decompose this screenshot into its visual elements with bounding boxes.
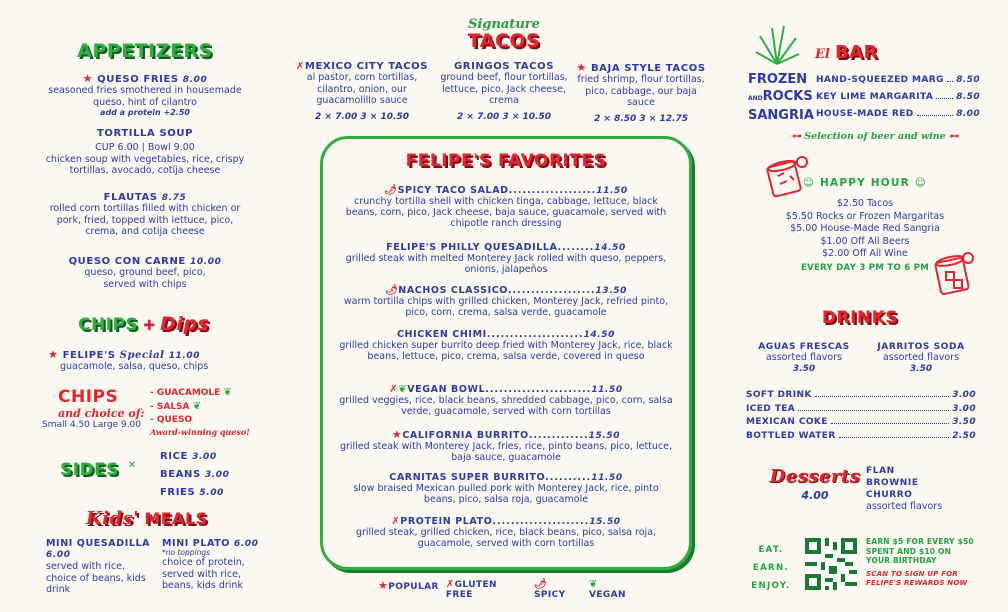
chips-block: [42, 387, 152, 432]
award-note: Award-winning queso!: [150, 427, 250, 437]
rewards-slogan: [748, 541, 794, 595]
item-name: QUESO FRIES: [97, 74, 179, 85]
taco-name: MEXICO CITY TACOS: [304, 61, 429, 72]
drink-row: [746, 389, 976, 403]
bar-styles: [748, 71, 818, 124]
item-addon: add a protein +2.50: [100, 108, 190, 117]
fav-desc: grilled veggies, rice, black beans, shredded cabbage, pico, corn, salsa verde, guacamole, served with corn tortillas: [339, 395, 673, 417]
fav-protein-plato: ✗ PROTEIN PLATO ..................... 15.50 grilled steak, grilled chicken, rice, black beans, pico, salsa roja, guacamole, served with corn tortillas: [323, 516, 689, 549]
item-name: FELIPE'S: [62, 350, 116, 361]
item-price: 11.00: [168, 351, 201, 361]
fav-desc: warm tortilla chips with grilled chicken, Monterey Jack, refried pinto, pico, corn, crema, salsa verde, guacamole: [343, 296, 669, 318]
item-name: FLAUTAS: [103, 192, 158, 203]
dessert-item: BROWNIE: [866, 478, 919, 488]
leaf-icon: ❦: [588, 579, 598, 590]
taco-desc: fried shrimp, flour tortillas, pico, cabbage, our baja sauce: [577, 74, 705, 108]
fav-price: 11.50: [591, 473, 623, 483]
fav-california-burrito: ★ CALIFORNIA BURRITO ............. 15.50 grilled steak with Monterey Jack, fries, rice, pinto beans, pico, lettuce, baja sauce, guacamole: [323, 428, 689, 463]
bar-item-price: 8.50: [956, 75, 980, 85]
bar-item-price: 8.50: [956, 92, 980, 102]
gluten-free-icon: ✗: [389, 384, 399, 395]
bar-list: [816, 72, 980, 123]
item-name: MINI PLATO: [162, 538, 230, 549]
chips-heading: CHIPS: [58, 387, 119, 407]
bar-item-name: HOUSE-MADE RED: [816, 109, 914, 119]
slogan-eat: EAT.: [758, 545, 784, 555]
desserts-title: Desserts: [769, 466, 861, 487]
side-price: 5.00: [199, 488, 224, 498]
chips-title: CHIPS: [78, 315, 139, 335]
item-name: QUESO CON CARNE: [68, 256, 186, 267]
favorites-box: [320, 136, 692, 570]
bar-item-price: 8.00: [956, 109, 980, 119]
happy-hour-when: EVERY DAY 3 PM TO 6 PM: [801, 262, 929, 273]
legend-popular: [378, 579, 439, 600]
item-mini-quesadilla: [46, 538, 156, 596]
leaf-icon: ❦: [223, 387, 232, 398]
bar-style-sangria: SANGRIA: [748, 108, 814, 123]
item-desc: served with rice, choice of beans, kids drink: [46, 561, 146, 595]
legend-gluten-free: [446, 579, 527, 600]
fav-name: FELIPE'S PHILLY QUESADILLA: [386, 242, 558, 253]
dessert-sub: assorted flavors: [866, 501, 943, 512]
side-price: 3.00: [204, 470, 230, 480]
star-icon: ★: [391, 428, 403, 441]
item-price: 8.00: [182, 75, 208, 85]
desserts-price: 4.00: [801, 489, 829, 502]
dip-queso: - QUESO: [150, 415, 193, 425]
happy-hour-item: $5.50 Rocks or Frozen Margaritas: [785, 210, 945, 222]
bar-style-rocks: ROCKS: [762, 89, 813, 104]
pepper-icon: 🌶: [384, 185, 398, 196]
fav-price: 15.50: [589, 517, 621, 527]
bar-title: [815, 42, 915, 63]
item-queso-con-carne: [40, 256, 250, 290]
legend-label: SPICY: [534, 590, 566, 600]
dip-salsa: - SALSA: [150, 402, 190, 412]
taco-gringos: [440, 61, 568, 122]
item-sizes: CUP 6.00 | Bowl 9.00: [95, 142, 195, 153]
fav-name: CHICKEN CHIMI: [396, 329, 487, 340]
side-price: 3.00: [192, 452, 217, 462]
cocktail-glass-icon: [932, 250, 976, 296]
beer-wine-note: ⊶ Selection of beer and wine ⊷: [791, 131, 959, 142]
item-note: *no toppings: [162, 548, 211, 557]
star-icon: ★: [48, 348, 59, 361]
fav-desc: crunchy tortilla shell with chicken tinga, cabbage, lettuce, black beans, corn, pico, Jack cheese, baja sauce, guacamole, served with chipotle ranch dressing: [345, 196, 667, 229]
fav-name: CARNITAS SUPER BURRITO: [389, 472, 546, 483]
rewards-scan: SCAN TO SIGN UP FOR FELIPE'S REWARDS NOW: [866, 569, 968, 587]
star-icon: ★: [576, 61, 587, 74]
item-felipes-special: [48, 348, 248, 373]
drink-row: [746, 416, 976, 430]
item-special: Special: [119, 350, 165, 361]
fav-price: 11.50: [591, 385, 623, 395]
drink-name: ICED TEA: [746, 403, 796, 414]
fav-name: CALIFORNIA BURRITO: [402, 430, 529, 441]
bar-item: [816, 89, 980, 106]
fav-price: 14.50: [594, 243, 626, 253]
item-desc: seasoned fries smothered in housemade queso, hint of cilantro: [48, 85, 242, 108]
item-price: 10.00: [189, 257, 222, 267]
kids-title: [86, 508, 266, 529]
bar-title-a: El: [815, 47, 830, 62]
kids-title-a: Kids': [86, 508, 140, 529]
pepper-icon: 🌶: [534, 579, 548, 590]
happy-hour-item: $5.00 House-Made Red Sangria: [790, 223, 940, 234]
item-queso-fries: [40, 72, 250, 117]
item-name: TORTILLA SOUP: [96, 128, 194, 139]
desserts-list: [866, 465, 976, 513]
fav-price: 11.50: [596, 186, 628, 196]
item-desc: queso, ground beef, pico, served with chips: [84, 267, 206, 290]
signature-title-b: TACOS: [467, 30, 541, 52]
drink-row: [746, 430, 976, 444]
leaf-icon: ❦: [398, 384, 408, 395]
item-flautas: [40, 192, 250, 238]
drink-name: AGUAS FRESCAS: [758, 342, 850, 352]
happy-hour-text: HAPPY HOUR: [820, 177, 910, 189]
fav-name: VEGAN BOWL: [407, 384, 486, 395]
drink-name: MEXICAN COKE: [746, 417, 828, 427]
legend-spicy: [534, 579, 582, 600]
item-mini-plato: [162, 538, 262, 592]
legend-label: VEGAN: [588, 590, 626, 600]
pepper-icon: 🌶: [384, 285, 399, 296]
fav-desc: slow braised Mexican pulled pork with Monterey Jack, rice, pinto beans, pico, salsa roja, guacamole: [353, 483, 659, 505]
chips-small: Small 4.50: [42, 420, 90, 430]
drink-price: 3.50: [952, 417, 976, 427]
slogan-enjoy: ENJOY.: [751, 581, 791, 591]
chips-sub: and choice of:: [58, 407, 145, 420]
item-price: 6.00: [46, 550, 71, 560]
happy-hour-item: $1.00 Off All Beers: [820, 235, 910, 247]
sides-list: [160, 448, 260, 502]
drink-price: 2.50: [952, 430, 976, 441]
fav-name: PROTEIN PLATO: [400, 516, 493, 527]
rewards-info: [866, 537, 978, 588]
fav-desc: grilled steak, grilled chicken, rice, black beans, pico, salsa roja, guacamole, served with corn tortillas: [355, 527, 657, 549]
bar-and: AND: [748, 95, 763, 102]
favorites-title: FELIPE'S FAVORITES: [405, 151, 607, 171]
bar-title-b: BAR: [834, 42, 878, 63]
drink-price: 3.50: [792, 363, 816, 374]
rewards-offer: EARN $5 FOR EVERY $50 SPENT AND $10 ON YOUR BIRTHDAY: [866, 537, 974, 565]
fav-vegan-bowl: ✗ ❦ VEGAN BOWL ....................... 11.50 grilled veggies, rice, black beans, shredded cabbage, pico, corn, salsa verde, guacamole, served with corn tortillas: [323, 384, 689, 417]
legend-label: GLUTEN FREE: [445, 580, 497, 600]
gluten-free-icon: ✗: [445, 579, 455, 590]
fav-price: 13.50: [595, 286, 627, 296]
star-icon: ★: [378, 579, 389, 592]
side-name: BEANS: [160, 469, 201, 480]
gluten-free-icon: ✕: [128, 460, 137, 471]
item-tortilla-soup: [40, 128, 250, 177]
bar-style-frozen: FROZEN: [748, 72, 808, 87]
taco-name: GRINGOS TACOS: [453, 61, 555, 72]
fav-price: 15.50: [588, 431, 621, 441]
taco-prices: 2 × 7.00 3 × 10.50: [315, 111, 409, 122]
item-desc: choice of protein, served with rice, beans, kids drink: [162, 557, 245, 591]
drink-price: 3.00: [952, 403, 976, 414]
taco-mexico-city: [288, 61, 436, 122]
side-name: FRIES: [160, 487, 196, 498]
beer-wine-text: Selection of beer and wine: [804, 131, 946, 142]
leaf-icon: ❦: [192, 401, 202, 412]
legend: [378, 579, 638, 600]
item-price: 6.00: [233, 539, 259, 549]
taco-desc: ground beef, flour tortillas, lettuce, pico, Jack cheese, crema: [440, 72, 568, 106]
legend-vegan: [589, 579, 638, 600]
sides-title: SIDES: [60, 460, 120, 480]
item-desc: rolled corn tortillas filled with chicken or pork, fried, topped with lettuce, pico, crema, and cotija cheese: [49, 203, 241, 237]
taco-baja: [570, 61, 712, 124]
drink-price: 3.00: [952, 390, 976, 400]
dips-title: Dips: [160, 313, 210, 335]
fav-spicy-taco-salad: 🌶 SPICY TACO SALAD ................... 11.50 crunchy tortilla shell with chicken tinga, cabbage, lettuce, black beans, corn, pico, Jack cheese, baja sauce, guacamole, served with chipotle ranch dressing: [323, 185, 689, 229]
taco-prices: 2 × 8.50 3 × 12.75: [594, 113, 688, 124]
bar-item: [816, 106, 980, 123]
signature-title-a: Signature: [468, 17, 540, 32]
drink-row: [746, 403, 976, 417]
happy-hour-title: ☺ HAPPY HOUR ☺: [803, 177, 927, 189]
fav-desc: grilled steak with melted Monterey Jack rolled with queso, peppers, onions, jalapeños: [345, 253, 667, 275]
dessert-item: CHURRO: [866, 490, 913, 500]
fav-price: 14.50: [583, 330, 616, 340]
legend-label: POPULAR: [388, 582, 439, 592]
agave-icon: [752, 22, 802, 66]
dip-options: [150, 386, 270, 437]
fav-name: SPICY TACO SALAD: [397, 185, 509, 196]
fav-desc: grilled steak with Monterey Jack, fries, rice, pinto beans, pico, lettuce, baja sauce, guacamole: [339, 441, 673, 463]
fav-carnitas-burrito: CARNITAS SUPER BURRITO .......... 11.50 slow braised Mexican pulled pork with Monterey Jack, rice, pinto beans, pico, salsa roja, guacamole: [323, 472, 689, 505]
item-desc: chicken soup with vegetables, rice, crispy tortillas, avocado, cotija cheese: [45, 153, 245, 176]
dessert-item: FLAN: [866, 466, 895, 476]
bar-item-name: KEY LIME MARGARITA: [816, 92, 934, 102]
drink-name: SOFT DRINK: [746, 390, 812, 400]
taco-prices: 2 × 7.00 3 × 10.50: [457, 111, 551, 122]
drink-name: JARRITOS SODA: [877, 342, 965, 352]
drink-aguas: [752, 342, 856, 374]
chips-dips-title: CHIPS ✚ Dips: [78, 313, 210, 335]
drink-sub: assorted flavors: [882, 352, 960, 363]
drink-sub: assorted flavors: [765, 352, 843, 363]
item-name: MINI QUESADILLA: [46, 538, 151, 549]
drink-price: 3.50: [909, 363, 933, 374]
bar-item: [816, 72, 980, 89]
desserts-title-block: [768, 466, 862, 502]
drink-list: [746, 389, 976, 443]
drink-name: BOTTLED WATER: [746, 430, 836, 441]
bar-item-name: HAND-SQUEEZED MARG: [816, 75, 944, 85]
fav-chicken-chimi: CHICKEN CHIMI ..................... 14.50 grilled chicken super burrito deep fried with Monterey Jack, rice, black beans, lettuce, pico, crema, salsa verde, covered in queso: [323, 329, 689, 362]
happy-hour-item: $2.50 Tacos: [836, 198, 894, 209]
kids-title-b: MEALS: [144, 509, 208, 528]
taco-desc: al pastor, corn tortillas, cilantro, onion, our guacamolillo sauce: [306, 72, 418, 106]
drink-jarritos: [866, 342, 976, 374]
fav-name: NACHOS CLASSICO: [398, 285, 508, 296]
happy-hour-item: $2.00 Off All Wine: [822, 248, 908, 259]
gluten-free-icon: ✗: [295, 61, 305, 72]
chips-large: Large 9.00: [92, 420, 142, 430]
appetizers-title: APPETIZERS: [77, 40, 213, 62]
qr-code-icon[interactable]: [805, 538, 857, 590]
star-icon: ★: [82, 72, 94, 85]
fav-nachos-classico: 🌶 NACHOS CLASSICO ................... 13.50 warm tortilla chips with grilled chicken, Monterey Jack, refried pinto, pico, corn, crema, salsa verde, guacamole: [323, 285, 689, 318]
taco-name: BAJA STYLE TACOS: [590, 63, 706, 74]
fav-philly-quesadilla: FELIPE'S PHILLY QUESADILLA ........ 14.50 grilled steak with melted Monterey Jack rolled with queso, peppers, onions, jalapeños: [323, 242, 689, 275]
dip-guacamole: - GUACAMOLE: [150, 388, 221, 398]
drinks-title: DRINKS: [821, 308, 899, 328]
item-price: 8.75: [161, 193, 187, 203]
fav-desc: grilled chicken super burrito deep fried with Monterey Jack, rice, black beans, lettuce, pico, crema, salsa verde, covered in queso: [339, 340, 673, 362]
margarita-glass-icon: [764, 154, 812, 198]
slogan-earn: EARN.: [752, 563, 790, 573]
side-name: RICE: [160, 451, 188, 462]
signature-title: [440, 18, 568, 51]
item-desc: guacamole, salsa, queso, chips: [60, 361, 209, 372]
gluten-free-icon: ✗: [391, 516, 401, 527]
